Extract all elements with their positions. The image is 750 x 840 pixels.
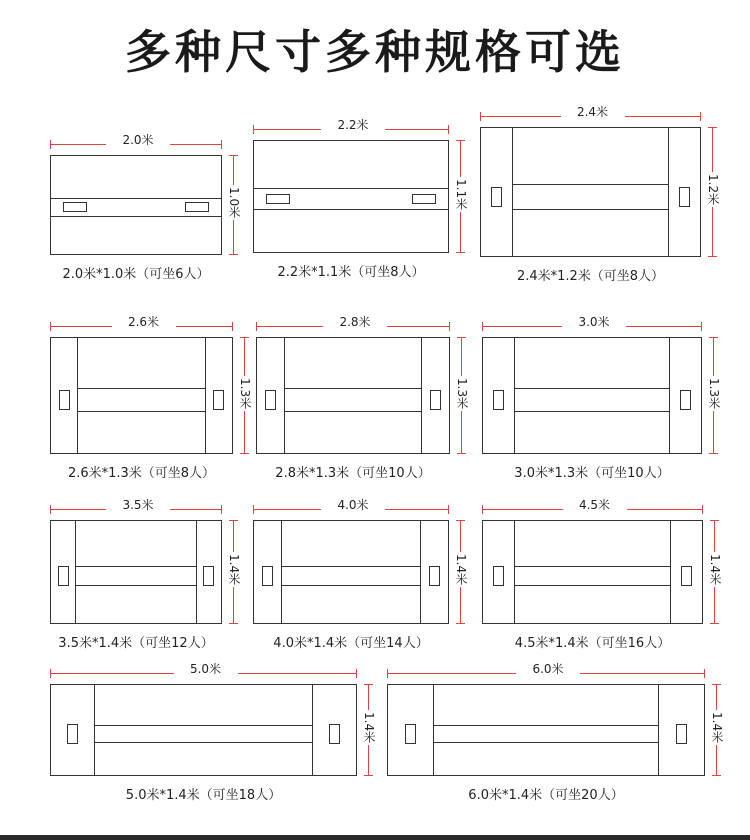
center-band-line [514,388,670,389]
height-label: 1.4米 [454,554,468,586]
seat-marker [679,187,690,207]
table-outline [253,520,449,624]
height-label: 1.3米 [455,377,469,409]
side-panel-line [284,338,285,453]
center-band-line [512,184,669,185]
side-panel-line [514,521,515,623]
width-label: 2.8米 [323,313,387,330]
center-band-line [512,209,669,210]
width-label: 4.0米 [321,496,385,513]
side-panel-line [77,338,78,453]
seat-marker [491,187,502,207]
center-band-line [284,411,422,412]
side-panel-line [512,128,513,256]
side-panel-line [433,685,434,775]
center-band-line [514,566,671,567]
seat-marker [405,724,416,744]
seat-marker [681,566,692,586]
side-panel-line [668,128,669,256]
seat-marker [680,390,691,410]
seat-marker [59,390,70,410]
center-band-line [77,388,206,389]
size-caption: 3.5米*1.4米（可坐12人） [58,636,214,651]
width-label: 4.5米 [563,496,627,513]
height-label: 1.2米 [706,174,720,206]
center-band-line [254,209,448,210]
table-outline [50,155,222,255]
center-band-line [433,742,659,743]
seat-marker [412,194,436,204]
width-label: 6.0米 [516,660,580,677]
seat-marker [676,724,687,744]
side-panel-line [669,338,670,453]
height-label: 1.4米 [708,554,722,586]
side-panel-line [420,521,421,623]
side-panel-line [281,521,282,623]
height-label: 1.0米 [227,187,241,219]
seat-marker [262,566,273,586]
width-label: 2.6米 [112,313,176,330]
side-panel-line [94,685,95,775]
center-band-line [75,585,197,586]
side-panel-line [658,685,659,775]
center-band-line [281,585,421,586]
height-label: 1.4米 [227,554,241,586]
size-caption: 4.0米*1.4米（可坐14人） [273,636,429,651]
size-caption: 2.6米*1.3米（可坐8人） [67,466,216,481]
table-outline [253,140,449,253]
width-label: 3.5米 [106,496,170,513]
table-outline [256,337,450,454]
center-band-line [77,411,206,412]
center-band-line [284,388,422,389]
table-outline [482,520,703,624]
table-outline [480,127,701,257]
seat-marker [67,724,78,744]
seat-marker [329,724,340,744]
seat-marker [58,566,69,586]
width-label: 2.2米 [321,116,385,133]
width-label: 2.0米 [106,131,170,148]
height-label: 1.3米 [238,377,252,409]
center-band-line [514,411,670,412]
seat-marker [213,390,224,410]
side-panel-line [514,338,515,453]
width-label: 5.0米 [174,660,238,677]
height-label: 1.4米 [362,712,376,744]
table-outline [50,520,222,624]
seat-marker [185,202,209,212]
width-label: 2.4米 [561,103,625,120]
size-caption: 2.0米*1.0米（可坐6人） [62,267,210,282]
center-band-line [94,725,313,726]
seat-marker [493,566,504,586]
side-panel-line [205,338,206,453]
size-caption: 4.5米*1.4米（可坐16人） [514,636,671,651]
size-caption: 6.0米*1.4米（可坐20人） [468,788,624,803]
table-outline [50,684,357,776]
seat-marker [266,194,290,204]
seat-marker [265,390,276,410]
seat-marker [429,566,440,586]
side-panel-line [312,685,313,775]
size-caption: 2.4米*1.2米（可坐8人） [516,269,665,284]
seat-marker [63,202,87,212]
size-caption: 5.0米*1.4米（可坐18人） [125,788,282,803]
side-panel-line [421,338,422,453]
size-caption: 2.2米*1.1米（可坐8人） [277,265,425,280]
height-label: 1.4米 [710,712,724,744]
center-band-line [433,725,659,726]
width-label: 3.0米 [562,313,626,330]
seat-marker [430,390,441,410]
height-label: 1.1米 [454,178,468,210]
center-band-line [51,216,221,217]
seat-marker [203,566,214,586]
seat-marker [493,390,504,410]
table-outline [387,684,705,776]
size-caption: 3.0米*1.3米（可坐10人） [514,466,670,481]
bottom-bar [0,835,750,840]
center-band-line [94,742,313,743]
center-band-line [75,566,197,567]
center-band-line [254,188,448,189]
side-panel-line [75,521,76,623]
table-outline [482,337,702,454]
side-panel-line [670,521,671,623]
table-outline [50,337,233,454]
height-label: 1.3米 [707,377,721,409]
page-title: 多种尺寸多种规格可选 [125,25,625,79]
center-band-line [51,198,221,199]
size-caption: 2.8米*1.3米（可坐10人） [275,466,431,481]
center-band-line [514,585,671,586]
side-panel-line [196,521,197,623]
center-band-line [281,566,421,567]
